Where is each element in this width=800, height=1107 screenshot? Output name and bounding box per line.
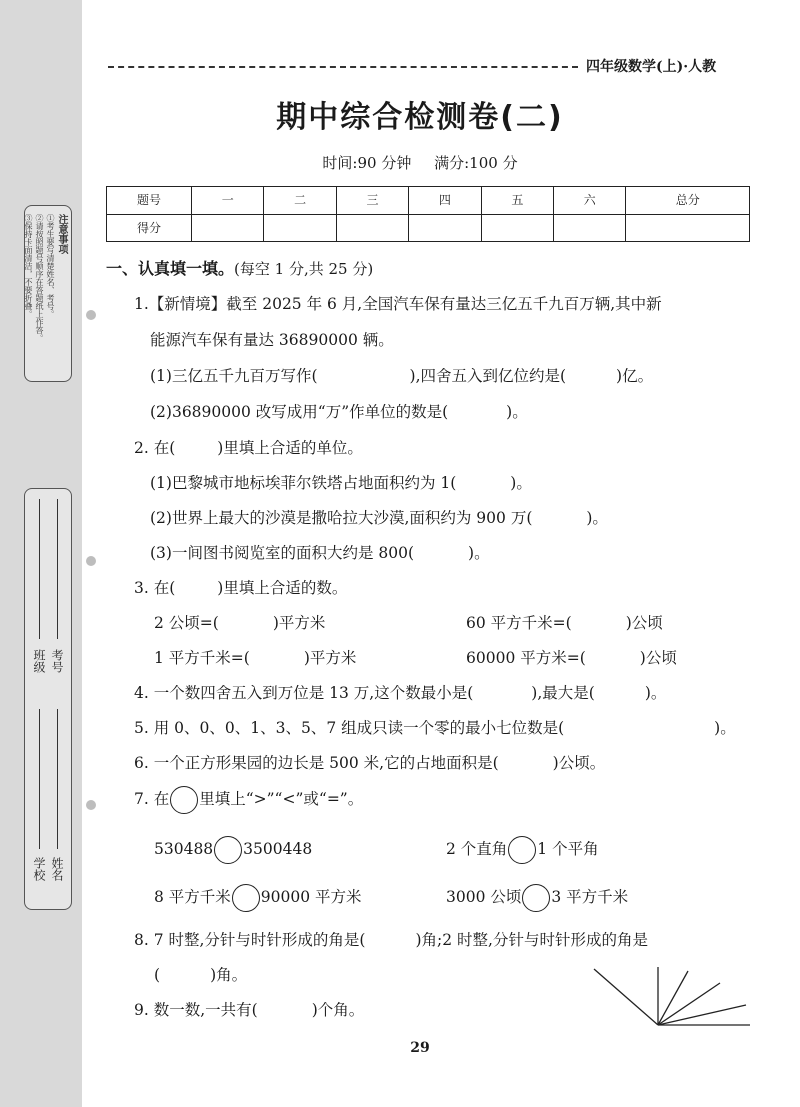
score-cell[interactable] bbox=[264, 214, 336, 242]
question-3-item bbox=[466, 646, 677, 668]
binding-hole bbox=[86, 556, 96, 566]
text: 2 个直角 bbox=[446, 840, 508, 858]
score-cell[interactable] bbox=[336, 214, 408, 242]
notice-line: ③保持卡面清洁，不要折叠。 bbox=[24, 214, 33, 318]
school-label: 学校 bbox=[32, 857, 46, 881]
question-7-item bbox=[154, 836, 312, 864]
question-1-cont: 能源汽车保有量达 36890000 辆。 bbox=[150, 331, 394, 349]
text: 3000 公顷 bbox=[446, 888, 522, 906]
text: )公顷 bbox=[625, 614, 663, 632]
score-header-cell: 六 bbox=[554, 187, 626, 215]
class-field[interactable] bbox=[39, 499, 40, 639]
text: (2)世界上最大的沙漠是撒哈拉大沙漠,面积约为 900 万( bbox=[150, 509, 533, 527]
question-3-item bbox=[154, 611, 325, 633]
question-1-part-1 bbox=[150, 364, 653, 386]
text: )里填上合适的单位。 bbox=[217, 439, 363, 457]
text: 90000 平方米 bbox=[260, 888, 362, 906]
text: )角;2 时整,分针与时针形成的角是 bbox=[415, 931, 648, 949]
compare-circle[interactable] bbox=[522, 884, 550, 912]
text: 530488 bbox=[154, 840, 214, 858]
school-field[interactable] bbox=[39, 709, 40, 849]
text: (1)巴黎城市地标埃菲尔铁塔占地面积约为 1( bbox=[150, 474, 457, 492]
question-7 bbox=[134, 786, 363, 814]
text: 8. 7 时整,分针与时针形成的角是( bbox=[134, 931, 366, 949]
text: )。 bbox=[510, 474, 532, 492]
notice-text bbox=[24, 214, 67, 374]
score-cell[interactable] bbox=[409, 214, 481, 242]
question-2-part-2 bbox=[150, 506, 608, 528]
compare-circle[interactable] bbox=[232, 884, 260, 912]
section-heading bbox=[106, 256, 373, 279]
text: 2. 在( bbox=[134, 439, 176, 457]
text: 6. 一个正方形果园的边长是 500 米,它的占地面积是( bbox=[134, 754, 499, 772]
ray-line bbox=[658, 971, 688, 1025]
score-header-cell: 四 bbox=[409, 187, 481, 215]
text: )平方米 bbox=[303, 649, 357, 667]
question-8 bbox=[134, 928, 648, 950]
question-4 bbox=[134, 681, 666, 703]
question-5 bbox=[134, 716, 736, 738]
section-note: (每空 1 分,共 25 分) bbox=[234, 260, 374, 278]
score-header-cell: 题号 bbox=[107, 187, 192, 215]
notice-line: ②请按照题号顺序在答题纸上作答。 bbox=[35, 214, 44, 342]
text: )公顷。 bbox=[552, 754, 606, 772]
text: 里填上“>”“<”或“=”。 bbox=[199, 790, 364, 808]
binding-hole bbox=[86, 310, 96, 320]
exam-info bbox=[0, 152, 800, 173]
section-title: 一、认真填一填。 bbox=[106, 259, 235, 278]
score-header-cell: 五 bbox=[481, 187, 553, 215]
ray-line bbox=[658, 983, 720, 1025]
score-header-cell: 一 bbox=[192, 187, 264, 215]
score-header-cell: 总分 bbox=[626, 187, 750, 215]
text: )。 bbox=[644, 684, 667, 702]
text: 3. 在( bbox=[134, 579, 176, 597]
question-7-item bbox=[446, 884, 628, 912]
question-2 bbox=[134, 436, 363, 458]
text: 3500448 bbox=[243, 840, 313, 858]
question-6 bbox=[134, 751, 605, 773]
notice-line: ①考生要写清楚姓名、考号。 bbox=[46, 214, 55, 318]
notice-box bbox=[24, 205, 72, 382]
text: ),四舍五入到亿位约是( bbox=[409, 367, 567, 385]
circle-placeholder bbox=[170, 786, 198, 814]
compare-circle[interactable] bbox=[214, 836, 242, 864]
text: ( bbox=[154, 966, 161, 984]
text: 7. 在 bbox=[134, 790, 170, 808]
ray-line bbox=[658, 1005, 746, 1025]
book-label: 四年级数学(上)·人教 bbox=[586, 59, 717, 75]
text: 60 平方千米=( bbox=[466, 614, 572, 632]
score-cell[interactable] bbox=[192, 214, 264, 242]
text: )亿。 bbox=[616, 367, 654, 385]
time-limit: 时间:90 分钟 bbox=[322, 154, 412, 172]
question-2-part-1 bbox=[150, 471, 532, 493]
text: )。 bbox=[506, 403, 528, 421]
ray-line bbox=[594, 969, 658, 1025]
text: )。 bbox=[714, 719, 736, 737]
question-8-cont bbox=[154, 963, 247, 985]
text: )公顷 bbox=[639, 649, 677, 667]
score-row-label: 得分 bbox=[107, 214, 192, 242]
question-9 bbox=[134, 998, 364, 1020]
score-cell[interactable] bbox=[554, 214, 626, 242]
student-info-box bbox=[24, 488, 72, 910]
class-label: 班级 bbox=[32, 649, 46, 673]
text: )里填上合适的数。 bbox=[217, 579, 348, 597]
score-header-cell: 三 bbox=[336, 187, 408, 215]
text: 5. 用 0、0、0、1、3、5、7 组成只读一个零的最小七位数是( bbox=[134, 719, 565, 737]
text: 1 平方千米=( bbox=[154, 649, 250, 667]
text: 9. 数一数,一共有( bbox=[134, 1001, 258, 1019]
question-3-item bbox=[154, 646, 356, 668]
name-field[interactable] bbox=[57, 709, 58, 849]
question-3 bbox=[134, 576, 347, 598]
text: )平方米 bbox=[272, 614, 326, 632]
text: )。 bbox=[468, 544, 490, 562]
page-title: 期中综合检测卷(二) bbox=[276, 100, 564, 135]
exam-number-label: 考号 bbox=[50, 649, 64, 673]
notice-title: 注意事项 bbox=[56, 214, 67, 254]
score-cell[interactable] bbox=[626, 214, 750, 242]
text: 2 公顷=( bbox=[154, 614, 219, 632]
text: )角。 bbox=[210, 966, 248, 984]
text: (3)一间图书阅览室的面积大约是 800( bbox=[150, 544, 415, 562]
score-header-cell: 二 bbox=[264, 187, 336, 215]
question-2-part-3 bbox=[150, 541, 490, 563]
text: 8 平方千米 bbox=[154, 888, 231, 906]
question-7-item bbox=[154, 884, 362, 912]
full-score: 满分:100 分 bbox=[434, 154, 518, 172]
text: ),最大是( bbox=[531, 684, 595, 702]
binding-hole bbox=[86, 800, 96, 810]
score-table bbox=[106, 186, 750, 242]
name-label: 姓名 bbox=[50, 857, 64, 881]
exam-number-field[interactable] bbox=[57, 499, 58, 639]
text: (2)36890000 改写成用“万”作单位的数是( bbox=[150, 403, 449, 421]
compare-circle[interactable] bbox=[508, 836, 536, 864]
text: )。 bbox=[586, 509, 608, 527]
question-7-item bbox=[446, 836, 599, 864]
question-1-part-2 bbox=[150, 400, 528, 422]
angle-figure bbox=[590, 965, 755, 1030]
text: (1)三亿五千九百万写作( bbox=[150, 367, 318, 385]
text: )个角。 bbox=[311, 1001, 365, 1019]
page-number: 29 bbox=[410, 1040, 430, 1056]
question-1: 1.【新情境】截至 2025 年 6 月,全国汽车保有量达三亿五千九百万辆,其中新 bbox=[134, 295, 662, 313]
question-3-item bbox=[466, 611, 663, 633]
header-rule bbox=[108, 66, 578, 68]
text: 4. 一个数四舍五入到万位是 13 万,这个数最小是( bbox=[134, 684, 474, 702]
score-cell[interactable] bbox=[481, 214, 553, 242]
text: 60000 平方米=( bbox=[466, 649, 586, 667]
text: 1 个平角 bbox=[537, 840, 599, 858]
text: 3 平方千米 bbox=[551, 888, 629, 906]
